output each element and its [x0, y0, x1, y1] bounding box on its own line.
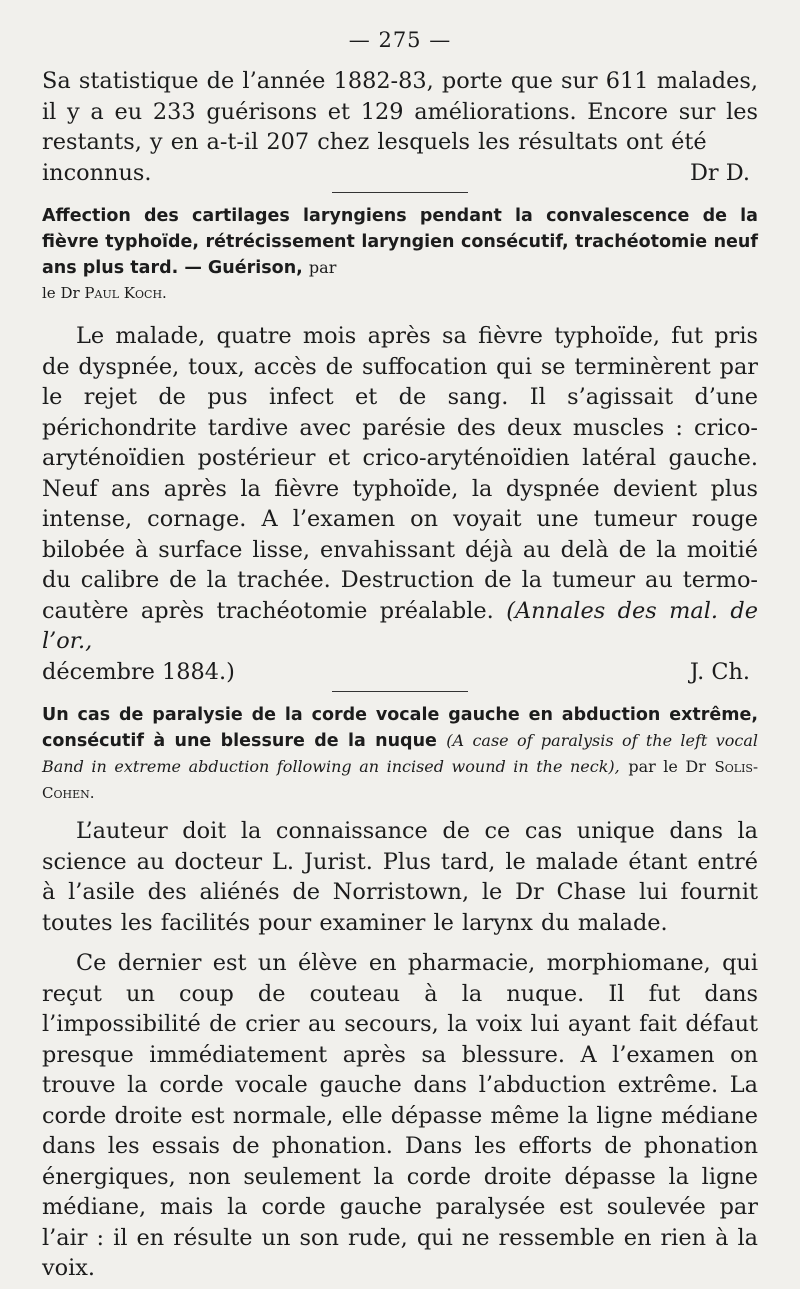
intro-last-line: inconnus. — [42, 159, 152, 186]
section-divider — [332, 192, 468, 193]
article1-signature: J. Ch. — [689, 658, 750, 685]
article1-body-text: Le malade, quatre mois après sa fièvre typhoïde, fut pris de dyspnée, toux, accès de suffocation qui se terminèrent par le rejet de pus infect et de sang. Il s’agissait d’une périchondrite tardive avec parésie des deux muscles : crico-aryténoïdien postérieur et crico-aryténoïdien latéral gauche. Neuf ans après la fièvre typhoïde, la dyspnée devient plus intense, cornage. A l’examen on voyait une tumeur rouge bilobée à surface lisse, envahissant déjà au delà de la moitié du calibre de la trachée. Destruction de la tumeur au termo-cautère après trachéotomie préalable. — [42, 323, 758, 624]
article1-title — [42, 203, 758, 281]
article2-title-text: Un cas de paralysie de la corde vocale gauche en abduction extrême, consécutif à une blessure de la nuque — [42, 705, 758, 751]
article2-author: Solis-Cohen. — [42, 758, 759, 802]
intro-closing-line — [42, 158, 758, 189]
article1-citation: (Annales des mal. de l’or., — [42, 597, 758, 654]
section-divider-2 — [332, 691, 468, 692]
article1-by: par — [308, 258, 337, 277]
article2-english-title: (A case of paralysis of the left vocal Band in extreme abduction following an incised wound in the neck), — [42, 731, 759, 776]
article1-body — [42, 321, 758, 657]
article2-paragraph-1: L’auteur doit la connaissance de ce cas unique dans la science au docteur L. Jurist. Plus tard, le malade étant entré à l’asile des aliénés de Norristown, le Dr Chase lui fournit toutes les facilités pour examiner le larynx du malade. — [42, 818, 758, 936]
article1-byline — [42, 281, 758, 305]
intro-paragraph: Sa statistique de l’année 1882-83, porte que sur 611 malades, il y a eu 233 guérisons et 129 améliorations. Encore sur les restants, y en a-t-il 207 chez lesquels les résultats ont été — [42, 68, 758, 155]
intro-signature: Dr D. — [689, 159, 750, 186]
article1-byline-prefix: le Dr — [42, 284, 80, 302]
page — [42, 28, 758, 1284]
article1-author: Paul Koch. — [84, 284, 167, 302]
article2-paragraph-2: Ce dernier est un élève en pharmacie, morphiomane, qui reçut un coup de couteau à la nuque. Il fut dans l’impossibilité de crier au secours, la voix lui ayant fait défaut presque immédiatement après sa blessure. A l’examen on trouve la corde vocale gauche dans l’abduction extrême. La corde droite est normale, elle dépasse même la ligne médiane dans les essais de phonation. Dans les efforts de phonation énergiques, non seulement la corde droite dépasse la ligne médiane, mais la corde gauche paralysée est soulevée par l’air : il en résulte un son rude, qui ne ressemble en rien à la voix. — [42, 950, 758, 1281]
article1-title-text: Affection des cartilages laryngiens pendant la convalescence de la fièvre typhoïde, rétrécissement laryngien consécutif, trachéotomie neuf ans plus tard. — Guérison, — [42, 206, 758, 278]
article2-by: par le Dr — [628, 757, 706, 776]
article2-title — [42, 702, 758, 806]
article1-closing-line — [42, 657, 758, 688]
page-number: — 275 — — [348, 28, 452, 52]
article1-date-line: décembre 1884.) — [42, 658, 235, 685]
